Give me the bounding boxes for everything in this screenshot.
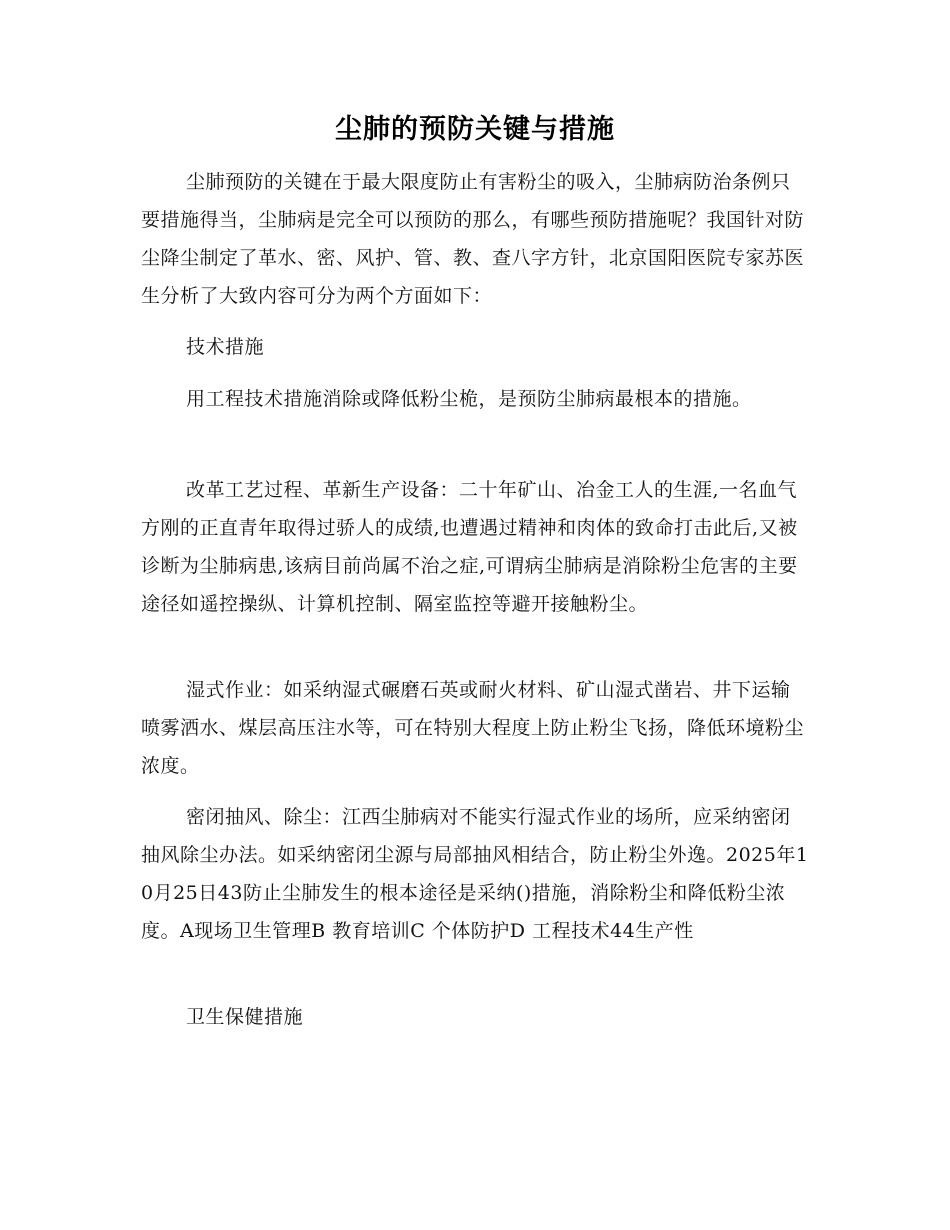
paragraph-dust-removal: 密闭抽风、除尘：江西尘肺病对不能实行湿式作业的场所，应采纳密闭抽风除尘办法。如采纳密闭尘源与局部抽风相结合，防止粉尘外逸。2025年10月25日43防止尘肺发生的根本途径是采纳()措施，消除粉尘和降低粉尘浓度。A现场卫生管理B 教育培训C 个体防护D 工程技术44生产性 [141, 806, 809, 942]
paragraph-intro: 尘肺预防的关键在于最大限度防止有害粉尘的吸入，尘肺病防治条例只要措施得当，尘肺病是完全可以预防的那么，有哪些预防措施呢？我国针对防尘降尘制定了革水、密、风护、管、教、查八字方针，北京国阳医院专家苏医生分析了大致内容可分为两个方面如下： [141, 171, 805, 307]
document-title: 尘肺的预防关键与措施 [335, 114, 615, 145]
heading-technical-measures: 技术措施 [186, 336, 265, 358]
paragraph-engineering: 用工程技术措施消除或降低粉尘桅，是预防尘肺病最根本的措施。 [186, 388, 752, 410]
paragraph-wet-operation: 湿式作业：如采纳湿式碾磨石英或耐火材料、矿山湿式凿岩、井下运输喷雾洒水、煤层高压注水等，可在特别大程度上防止粉尘飞扬，降低环境粉尘浓度。 [141, 679, 805, 777]
heading-health-measures: 卫生保健措施 [186, 1006, 304, 1028]
paragraph-process-reform: 改革工艺过程、革新生产设备：二十年矿山、冶金工人的生涯,一名血气方刚的正直青年取得过骄人的成绩,也遭遇过精神和肉体的致命打击此后,又被诊断为尘肺病患,该病目前尚属不治之症,可谓病尘肺病是消除粉尘危害的主要途径如遥控操纵、计算机控制、隔室监控等避开接触粉尘。 [141, 479, 798, 615]
